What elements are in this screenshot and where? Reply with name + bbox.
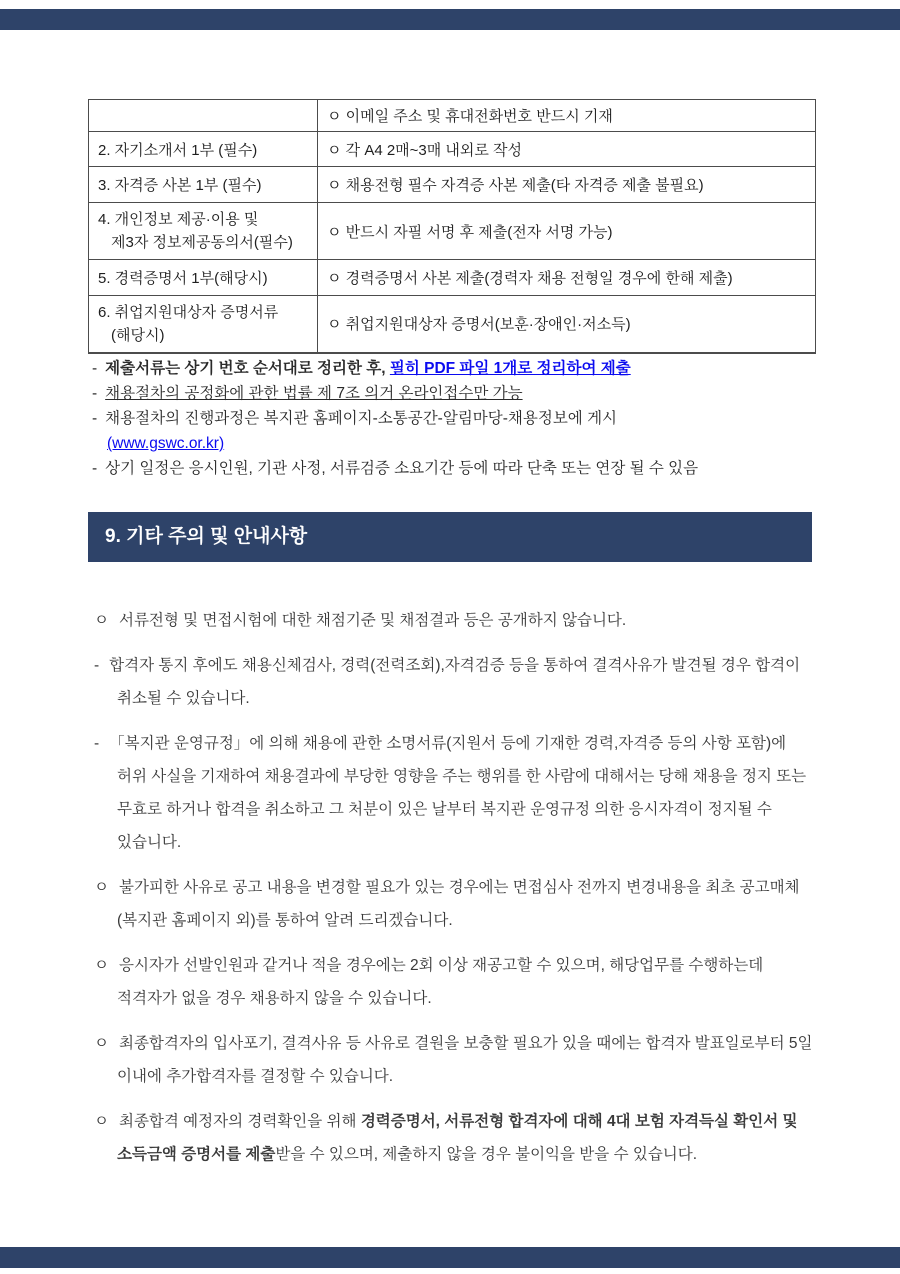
- note-bold-text: 제출서류는 상기 번호 순서대로 정리한 후,: [105, 360, 386, 377]
- doc-name-cell: 5. 경력증명서 1부(해당시): [89, 260, 318, 296]
- doc-note-cell: ㅇ 취업지원대상자 증명서(보훈·장애인·저소득): [318, 296, 816, 353]
- note-item: - 제출서류는 상기 번호 순서대로 정리한 후, 필히 PDF 파일 1개로 정리하여 제출: [92, 360, 631, 377]
- notice-paragraph: - 합격자 통지 후에도 채용신체검사, 경력(전력조회),자격검증 등을 통하여 결격사유가 발견될 경우 합격이 취소될 수 있습니다.: [94, 657, 801, 707]
- note-text: 채용절차의 진행과정은 복지관 홈페이지-소통공간-알림마당-채용정보에 게시: [105, 410, 618, 427]
- note-item: [92, 431, 824, 456]
- submission-documents-table: [88, 99, 816, 354]
- top-page-divider-bar: [0, 9, 900, 30]
- notice-paragraph: ㅇ 최종합격자의 입사포기, 결격사유 등 사유로 결원을 보충할 필요가 있을 때에는 합격자 발표일로부터 5일 이내에 추가합격자를 결정할 수 있습니다.: [94, 1035, 813, 1085]
- doc-name-cell: 4. 개인정보 제공·이용 및 제3자 정보제공동의서(필수): [89, 203, 318, 260]
- section-title: 9. 기타 주의 및 안내사항: [105, 526, 308, 547]
- table-row: [89, 203, 816, 260]
- doc-name-cell: 6. 취업지원대상자 증명서류 (해당시): [89, 296, 318, 353]
- notice-paragraph: ㅇ 최종합격 예정자의 경력확인을 위해 경력증명서, 서류전형 합격자에 대해 4대 보험 자격득실 확인서 및 소득금액 증명서를 제출받을 수 있으며, 제출하지 않을 경우 불이익을 받을 수 있습니다.: [94, 1113, 798, 1163]
- section-9-header: [88, 512, 812, 562]
- note-underlined-text: 채용절차의 공정화에 관한 법률 제 7조 의거 온라인접수만 가능: [105, 385, 523, 402]
- required-documents-emphasis: 경력증명서, 서류전형 합격자에 대해 4대 보험 자격득실 확인서 및 소득금액 증명서를 제출: [117, 1113, 798, 1163]
- website-link[interactable]: (www.gswc.or.kr): [107, 435, 225, 452]
- table-row: [89, 296, 816, 353]
- doc-note-cell: ㅇ 각 A4 2매~3매 내외로 작성: [318, 132, 816, 167]
- notice-paragraph: ㅇ 불가피한 사유로 공고 내용을 변경할 필요가 있는 경우에는 면접심사 전까지 변경내용을 최초 공고매체 (복지관 홈페이지 외)를 통하여 알려 드리겠습니다.: [94, 879, 800, 929]
- notice-paragraph: - 「복지관 운영규정」에 의해 채용에 관한 소명서류(지원서 등에 기재한 경력,자격증 등의 사항 포함)에 허위 사실을 기재하여 채용결과에 부당한 영향을 주는 행위를 한 사람에 대해서는 당해 채용을 정지 또는 무효로 하거나 합격을 취소하고 그 처분이 있은 날부터 복지관 운영규정 의한 응시자격이 정지될 수 있습니다.: [94, 735, 807, 851]
- notice-paragraph: ㅇ 응시자가 선발인원과 같거나 적을 경우에는 2회 이상 재공고할 수 있으며, 해당업무를 수행하는데 적격자가 없을 경우 채용하지 않을 수 있습니다.: [94, 957, 764, 1007]
- doc-note-cell: ㅇ 채용전형 필수 자격증 사본 제출(타 자격증 제출 불필요): [318, 167, 816, 203]
- bottom-page-divider-bar: [0, 1247, 900, 1268]
- pdf-submit-emphasis: 필히 PDF 파일 1개로 정리하여 제출: [389, 360, 631, 377]
- note-item: - 채용절차의 진행과정은 복지관 홈페이지-소통공간-알림마당-채용정보에 게시: [92, 410, 618, 427]
- table-row: [89, 132, 816, 167]
- note-item: - 채용절차의 공정화에 관한 법률 제 7조 의거 온라인접수만 가능: [92, 385, 523, 402]
- doc-note-cell: ㅇ 이메일 주소 및 휴대전화번호 반드시 기재: [318, 100, 816, 132]
- doc-name-cell: 3. 자격증 사본 1부 (필수): [89, 167, 318, 203]
- doc-note-cell: ㅇ 반드시 자필 서명 후 제출(전자 서명 가능): [318, 203, 816, 260]
- note-text: 상기 일정은 응시인원, 기관 사정, 서류검증 소요기간 등에 따라 단축 또는 연장 될 수 있음: [105, 460, 699, 477]
- notes-list: [92, 356, 824, 481]
- doc-name-cell: 2. 자기소개서 1부 (필수): [89, 132, 318, 167]
- doc-name-cell: [89, 100, 318, 132]
- notice-paragraph: ㅇ 서류전형 및 면접시험에 대한 채점기준 및 채점결과 등은 공개하지 않습니다.: [94, 612, 627, 629]
- table-row: [89, 167, 816, 203]
- doc-note-cell: ㅇ 경력증명서 사본 제출(경력자 채용 전형일 경우에 한해 제출): [318, 260, 816, 296]
- note-item: - 상기 일정은 응시인원, 기관 사정, 서류검증 소요기간 등에 따라 단축 또는 연장 될 수 있음: [92, 460, 699, 477]
- table-row: [89, 260, 816, 296]
- table-row: [89, 100, 816, 132]
- notice-paragraphs: [94, 604, 816, 1183]
